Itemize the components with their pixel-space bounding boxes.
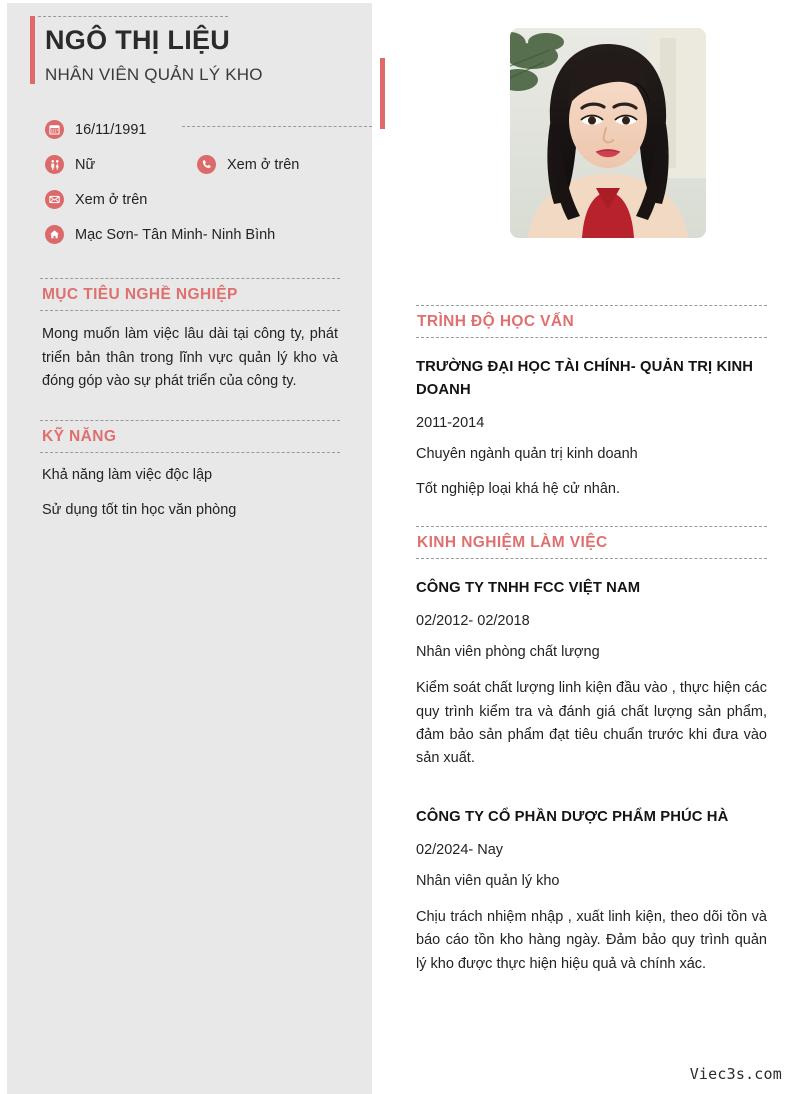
experience-description: Chịu trách nhiệm nhập , xuất linh kiện, theo dõi tồn và báo cáo tồn kho hàng ngày. Đảm bảo quy trình quản lý kho được thực hiện hiệu quả và chính xác.: [416, 908, 767, 972]
portrait-photo: [510, 28, 706, 238]
dashed-rule-above-name: [38, 16, 228, 17]
objective-text: Mong muốn làm việc lâu dài tại công ty, phát triển bản thân trong lĩnh vực quản lý kho và đóng góp vào sự phát triển của công ty.: [42, 326, 338, 390]
gender-text: Nữ: [75, 156, 96, 173]
experience-entry: [416, 788, 767, 976]
phone-icon: [197, 155, 216, 174]
company-name: CÔNG TY CỔ PHẦN DƯỢC PHẨM PHÚC HÀ: [416, 808, 729, 825]
section-spacer: [416, 500, 767, 526]
contact-row: [45, 112, 350, 147]
gender-icon: [45, 155, 64, 174]
section-title: MỤC TIÊU NGHỀ NGHIỆP: [42, 286, 238, 304]
section-body-objective: [40, 311, 340, 393]
education-entry: [416, 338, 767, 500]
education-dates: 2011-2014: [416, 414, 485, 431]
list-item: Sử dụng tốt tin học văn phòng: [42, 502, 237, 519]
site-watermark: Viec3s.com: [689, 1065, 782, 1083]
section-education: [416, 305, 767, 500]
contact-address: [45, 225, 275, 244]
left-sidebar: [7, 3, 372, 1094]
contact-gender: [45, 155, 197, 174]
section-body-skills: [40, 453, 340, 523]
experience-entry: [416, 559, 767, 771]
contact-row: [45, 147, 350, 182]
phone-text: Xem ở trên: [227, 156, 300, 173]
contact-row: [45, 217, 350, 252]
dashed-rule-below-role: [182, 126, 372, 127]
education-result: Tốt nghiệp loại khá hệ cử nhân.: [416, 480, 620, 497]
section-header-experience: [416, 526, 767, 559]
avatar: [510, 28, 706, 238]
company-name: CÔNG TY TNHH FCC VIỆT NAM: [416, 580, 641, 597]
experience-position: Nhân viên phòng chất lượng: [416, 644, 600, 661]
section-experience: [416, 526, 767, 976]
section-skills: [30, 420, 340, 523]
contact-phone[interactable]: [197, 155, 299, 174]
section-title: TRÌNH ĐỘ HỌC VẤN: [417, 313, 575, 330]
right-column-sections: [416, 305, 767, 976]
experience-dates: 02/2024- Nay: [416, 841, 504, 858]
left-sidebar-content: [30, 3, 350, 536]
contact-birthdate: [45, 120, 197, 139]
section-objective: [30, 278, 340, 393]
section-header-objective: [40, 278, 340, 311]
accent-bar-right: [380, 58, 385, 129]
contact-row: [45, 182, 350, 217]
contact-list: [30, 85, 350, 252]
name-block: [30, 3, 350, 85]
list-item: Khả năng làm việc độc lập: [42, 466, 213, 483]
section-header-education: [416, 305, 767, 338]
home-icon: [45, 225, 64, 244]
accent-bar-left: [30, 16, 35, 84]
school-name: TRƯỜNG ĐẠI HỌC TÀI CHÍNH- QUẢN TRỊ KINH DOANH: [416, 359, 754, 398]
birthdate-text: 16/11/1991: [75, 121, 147, 138]
page-title: NGÔ THỊ LIỆU: [45, 25, 231, 55]
experience-dates: 02/2012- 02/2018: [416, 613, 530, 630]
education-major: Chuyên ngành quản trị kinh doanh: [416, 445, 638, 462]
contact-email[interactable]: [45, 190, 197, 209]
envelope-icon: [45, 190, 64, 209]
right-column: [400, 0, 800, 1094]
job-title: NHÂN VIÊN QUẢN LÝ KHO: [45, 65, 263, 85]
section-title: KỸ NĂNG: [42, 427, 117, 445]
entry-spacer: [416, 771, 767, 788]
section-title: KINH NGHIỆM LÀM VIỆC: [417, 534, 608, 552]
section-header-skills: [40, 420, 340, 453]
email-text: Xem ở trên: [75, 191, 148, 208]
calendar-icon: [45, 120, 64, 139]
address-text: Mạc Sơn- Tân Minh- Ninh Bình: [75, 226, 276, 243]
experience-position: Nhân viên quản lý kho: [416, 872, 560, 889]
experience-description: Kiểm soát chất lượng linh kiện đầu vào , thực hiện các quy trình kiểm tra và đánh giá chất lượng sản phẩm, đảm bảo sản phẩm đạt tiêu chuẩn trước khi đưa vào sản xuất.: [416, 680, 767, 767]
